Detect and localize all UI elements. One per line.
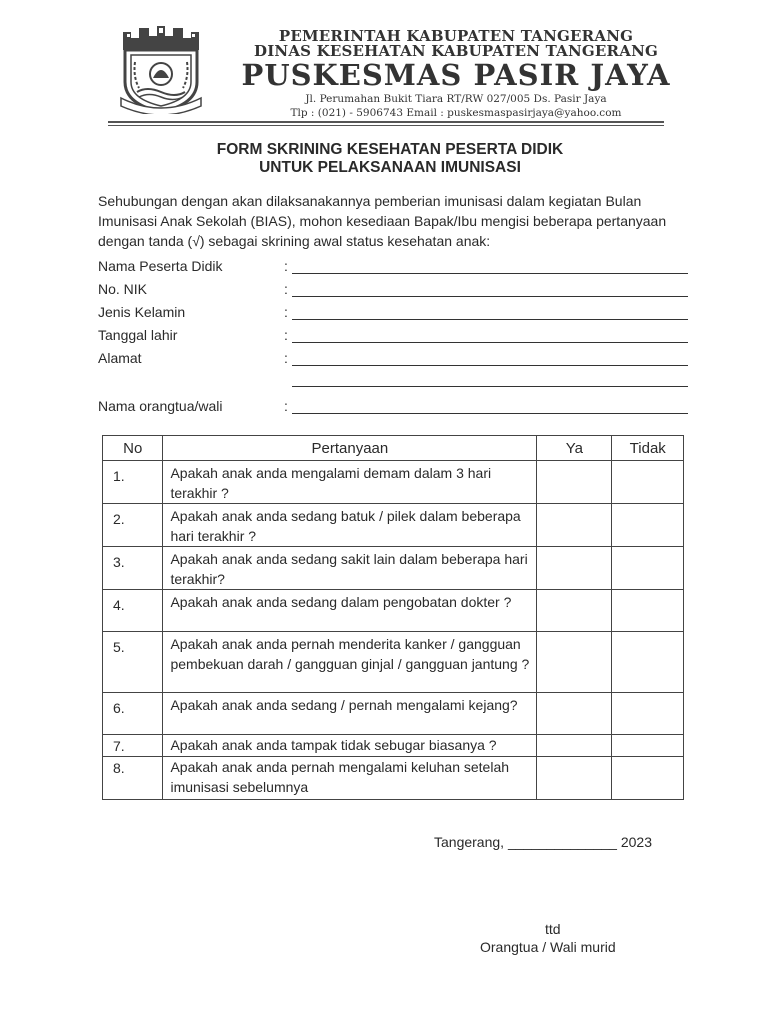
field-label: Nama orangtua/wali — [98, 398, 223, 414]
fill-line[interactable] — [292, 273, 688, 274]
row-number: 8. — [103, 757, 163, 800]
field-label: Nama Peserta Didik — [98, 258, 223, 274]
answer-no-cell[interactable] — [612, 757, 684, 800]
answer-no-cell[interactable] — [612, 632, 684, 693]
letterhead-address: Jl. Perumahan Bukit Tiara RT/RW 027/005 Ds. Pasir Jaya — [305, 93, 607, 105]
table-row — [103, 735, 684, 757]
header-no-answer: Tidak — [612, 436, 684, 461]
answer-no-cell[interactable] — [612, 735, 684, 757]
row-question: Apakah anak anda sedang batuk / pilek dalam beberapa hari terakhir ? — [163, 504, 537, 547]
letterhead-name: PUSKESMAS PASIR JAYA — [241, 58, 671, 92]
row-question: Apakah anak anda pernah mengalami keluhan setelah imunisasi sebelumnya — [163, 757, 537, 800]
letterhead — [218, 28, 694, 120]
address-fill-line-2[interactable] — [292, 386, 688, 387]
row-number: 2. — [103, 504, 163, 547]
answer-no-cell[interactable] — [612, 693, 684, 735]
field-nik[interactable]: No. NIK : — [98, 281, 698, 301]
field-address[interactable]: Alamat : — [98, 350, 698, 370]
table-row — [103, 693, 684, 735]
fill-line[interactable] — [292, 413, 688, 414]
answer-no-cell[interactable] — [612, 504, 684, 547]
table-row — [103, 590, 684, 632]
field-label: Jenis Kelamin — [98, 304, 186, 320]
table-row — [103, 547, 684, 590]
letterhead-government: PEMERINTAH KABUPATEN TANGERANG — [278, 27, 634, 45]
answer-yes-cell[interactable] — [537, 461, 612, 504]
answer-yes-cell[interactable] — [537, 693, 612, 735]
letterhead-agency: DINAS KESEHATAN KABUPATEN TANGERANG — [254, 42, 658, 60]
fill-line[interactable] — [292, 342, 688, 343]
letterhead-rule-thin — [108, 125, 664, 126]
field-parent-name[interactable]: Nama orangtua/wali : — [98, 398, 698, 418]
table-row — [103, 461, 684, 504]
field-label: Tanggal lahir — [98, 327, 178, 343]
answer-yes-cell[interactable] — [537, 735, 612, 757]
letterhead-rule-thick — [108, 121, 664, 123]
place-date: Tangerang, ______________ 2023 — [434, 834, 652, 850]
row-question: Apakah anak anda sedang sakit lain dalam beberapa hari terakhir? — [163, 547, 537, 590]
field-gender[interactable]: Jenis Kelamin : — [98, 304, 698, 324]
field-label: Alamat — [98, 350, 142, 366]
fill-line[interactable] — [292, 319, 688, 320]
fill-line[interactable] — [292, 296, 688, 297]
row-question: Apakah anak anda tampak tidak sebugar biasanya ? — [163, 735, 537, 757]
puskesmas-logo — [117, 22, 205, 114]
form-title-line2: UNTUK PELAKSANAAN IMUNISASI — [259, 159, 521, 176]
form-title — [100, 141, 680, 177]
row-number: 3. — [103, 547, 163, 590]
signer-label: Orangtua / Wali murid — [480, 939, 616, 955]
screening-table — [102, 435, 684, 800]
answer-yes-cell[interactable] — [537, 757, 612, 800]
header-yes: Ya — [537, 436, 612, 461]
row-question: Apakah anak anda sedang / pernah mengalami kejang? — [163, 693, 537, 735]
intro-paragraph: Sehubungan dengan akan dilaksanakannya pemberian imunisasi dalam kegiatan Bulan Imunisasi Anak Sekolah (BIAS), mohon kesediaan Bapak/Ibu mengisi beberapa pertanyaan dengan tanda (√) sebagai skrining awal status kesehatan anak: — [98, 193, 667, 249]
header-no: No — [103, 436, 163, 461]
field-birth-date[interactable]: Tanggal lahir : — [98, 327, 698, 347]
row-number: 4. — [103, 590, 163, 632]
table-header-row — [103, 436, 684, 461]
field-student-name[interactable]: Nama Peserta Didik : — [98, 258, 698, 278]
header-question: Pertanyaan — [163, 436, 537, 461]
row-question: Apakah anak anda mengalami demam dalam 3 hari terakhir ? — [163, 461, 537, 504]
fill-line[interactable] — [292, 365, 688, 366]
row-question: Apakah anak anda sedang dalam pengobatan dokter ? — [163, 590, 537, 632]
form-title-line1: FORM SKRINING KESEHATAN PESERTA DIDIK — [216, 141, 564, 158]
signature-ttd: ttd — [545, 921, 561, 937]
answer-yes-cell[interactable] — [537, 504, 612, 547]
answer-no-cell[interactable] — [612, 461, 684, 504]
answer-yes-cell[interactable] — [537, 590, 612, 632]
field-label: No. NIK — [98, 281, 148, 297]
table-row — [103, 632, 684, 693]
table-row — [103, 504, 684, 547]
row-number: 1. — [103, 461, 163, 504]
table-row — [103, 757, 684, 800]
row-number: 5. — [103, 632, 163, 693]
answer-yes-cell[interactable] — [537, 632, 612, 693]
answer-yes-cell[interactable] — [537, 547, 612, 590]
letterhead-contact: Tlp : (021) - 5906743 Email : puskesmaspasirjaya@yahoo.com — [290, 107, 622, 119]
answer-no-cell[interactable] — [612, 547, 684, 590]
answer-no-cell[interactable] — [612, 590, 684, 632]
row-number: 7. — [103, 735, 163, 757]
row-number: 6. — [103, 693, 163, 735]
row-question: Apakah anak anda pernah menderita kanker / gangguan pembekuan darah / gangguan ginjal / gangguan jantung ? — [163, 632, 537, 693]
